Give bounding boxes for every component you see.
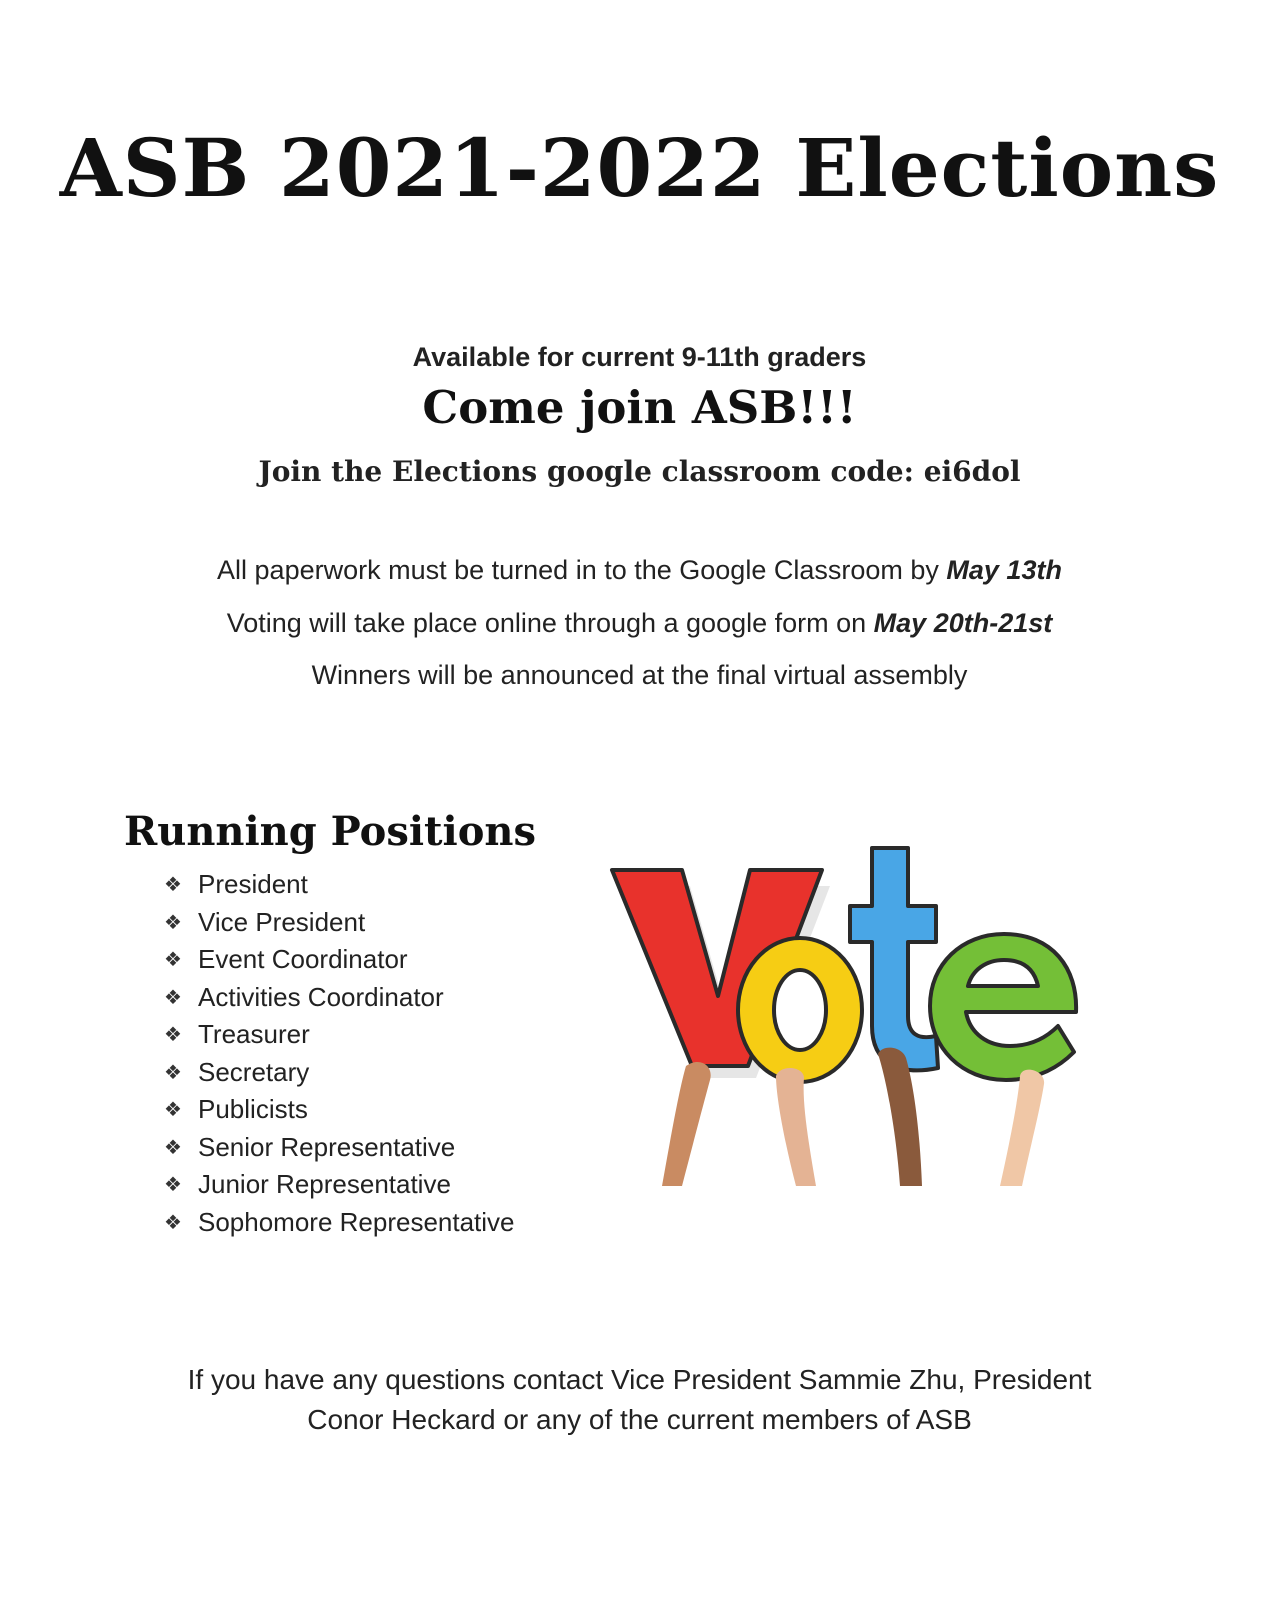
diamond-bullet-icon: ❖ (164, 874, 182, 897)
vote-illustration (600, 840, 1100, 1220)
position-label: Vice President (198, 906, 366, 937)
positions-list (164, 866, 515, 1241)
position-item (164, 941, 515, 979)
diamond-bullet-icon: ❖ (164, 1099, 182, 1122)
position-item (164, 1016, 515, 1054)
diamond-bullet-icon: ❖ (164, 1024, 182, 1047)
voting-text: Voting will take place online through a google form on (226, 608, 867, 638)
position-item (164, 866, 515, 904)
contact-line-2: Conor Heckard or any of the current members of ASB (307, 1404, 972, 1435)
diamond-bullet-icon: ❖ (164, 1211, 182, 1234)
position-label: Publicists (198, 1094, 308, 1125)
position-item (164, 904, 515, 942)
diamond-bullet-icon: ❖ (164, 949, 182, 972)
position-item (164, 979, 515, 1017)
position-label: Secretary (198, 1056, 310, 1087)
paperwork-text: All paperwork must be turned in to the Google Classroom by (217, 555, 939, 585)
positions-heading: Running Positions (124, 808, 537, 855)
position-item (164, 1054, 515, 1092)
position-label: Treasurer (198, 1019, 310, 1050)
vote-letter-o (738, 938, 862, 1082)
diamond-bullet-icon: ❖ (164, 911, 182, 934)
eligibility-text: Available for current 9-11th graders (412, 342, 867, 372)
position-label: Event Coordinator (198, 944, 408, 975)
classroom-code-text: Join the Elections google classroom code: ei6dol (258, 455, 1021, 488)
contact-info (0, 1360, 1279, 1440)
diamond-bullet-icon: ❖ (164, 986, 182, 1009)
position-item (164, 1166, 515, 1204)
voting-dates: May 20th-21st (873, 608, 1053, 638)
position-item (164, 1129, 515, 1167)
vote-letter-t (850, 848, 938, 1070)
diamond-bullet-icon: ❖ (164, 1061, 182, 1084)
position-label: Junior Representative (198, 1169, 451, 1200)
contact-line-1: If you have any questions contact Vice President Sammie Zhu, President (187, 1364, 1092, 1395)
position-label: President (198, 869, 308, 900)
join-asb-heading: Come join ASB!!! (422, 381, 857, 434)
page-title: ASB 2021-2022 Elections (59, 121, 1220, 215)
position-label: Senior Representative (198, 1131, 456, 1162)
paperwork-deadline (0, 557, 1279, 584)
position-item (164, 1204, 515, 1242)
winners-info: Winners will be announced at the final virtual assembly (311, 660, 968, 690)
position-item (164, 1091, 515, 1129)
paperwork-date: May 13th (946, 555, 1062, 585)
vote-letter-e (930, 934, 1076, 1080)
position-label: Activities Coordinator (198, 981, 444, 1012)
voting-info (0, 610, 1279, 637)
position-label: Sophomore Representative (198, 1206, 515, 1237)
diamond-bullet-icon: ❖ (164, 1174, 182, 1197)
diamond-bullet-icon: ❖ (164, 1136, 182, 1159)
